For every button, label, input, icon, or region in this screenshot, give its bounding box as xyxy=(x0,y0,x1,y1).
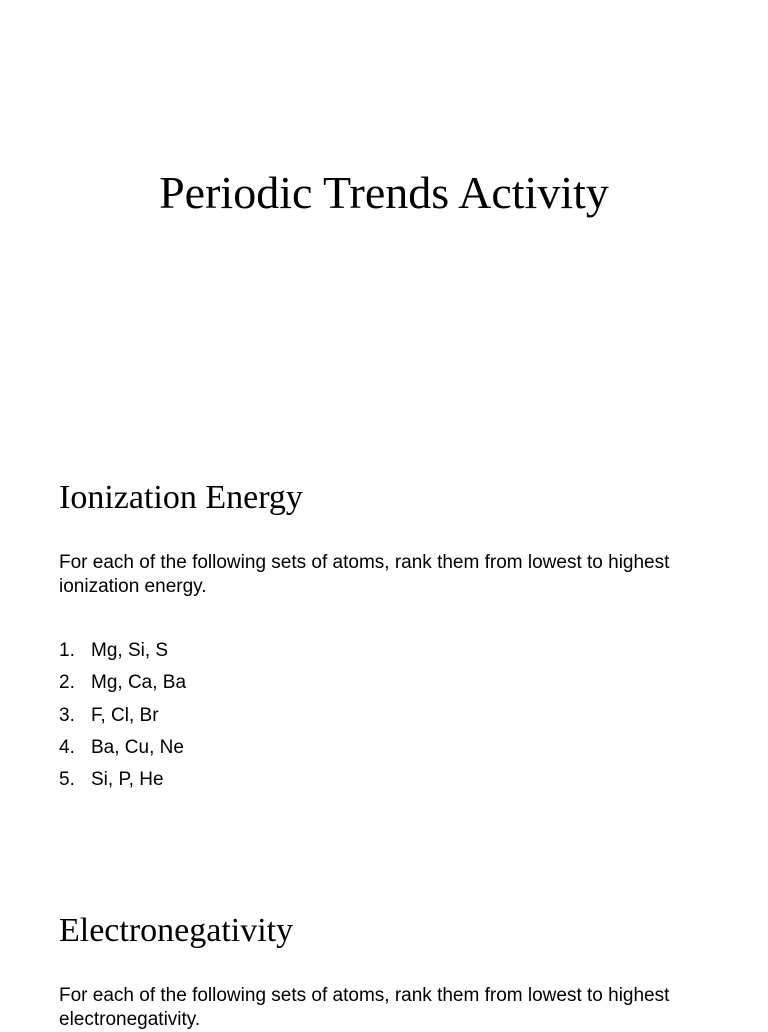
ionization-energy-list xyxy=(59,635,186,796)
list-item xyxy=(59,635,186,667)
list-item-number: 3. xyxy=(59,704,75,726)
list-item xyxy=(59,667,186,699)
section-heading-ionization-energy: Ionization Energy xyxy=(59,479,303,516)
section-instructions-electronegativity: For each of the following sets of atoms, rank them from lowest to highest electronegativity. xyxy=(59,985,670,1030)
list-item-text: Mg, Si, S xyxy=(91,640,169,661)
list-item-text: Mg, Ca, Ba xyxy=(91,672,187,694)
section-heading-electronegativity: Electronegativity xyxy=(59,912,294,949)
list-item-text: F, Cl, Br xyxy=(91,704,159,726)
section-instructions-ionization-energy: For each of the following sets of atoms, rank them from lowest to highest ionization energy. xyxy=(59,552,670,597)
list-item xyxy=(59,764,186,796)
list-item-number: 4. xyxy=(59,736,75,758)
list-item xyxy=(59,732,186,764)
list-item-text: Ba, Cu, Ne xyxy=(91,736,184,758)
list-item-number: 5. xyxy=(59,769,75,791)
list-item-text: Si, P, He xyxy=(91,769,164,791)
list-item-number: 2. xyxy=(59,672,75,694)
page-title: Periodic Trends Activity xyxy=(159,167,609,218)
list-item xyxy=(59,700,186,732)
list-item-number: 1. xyxy=(59,640,75,661)
